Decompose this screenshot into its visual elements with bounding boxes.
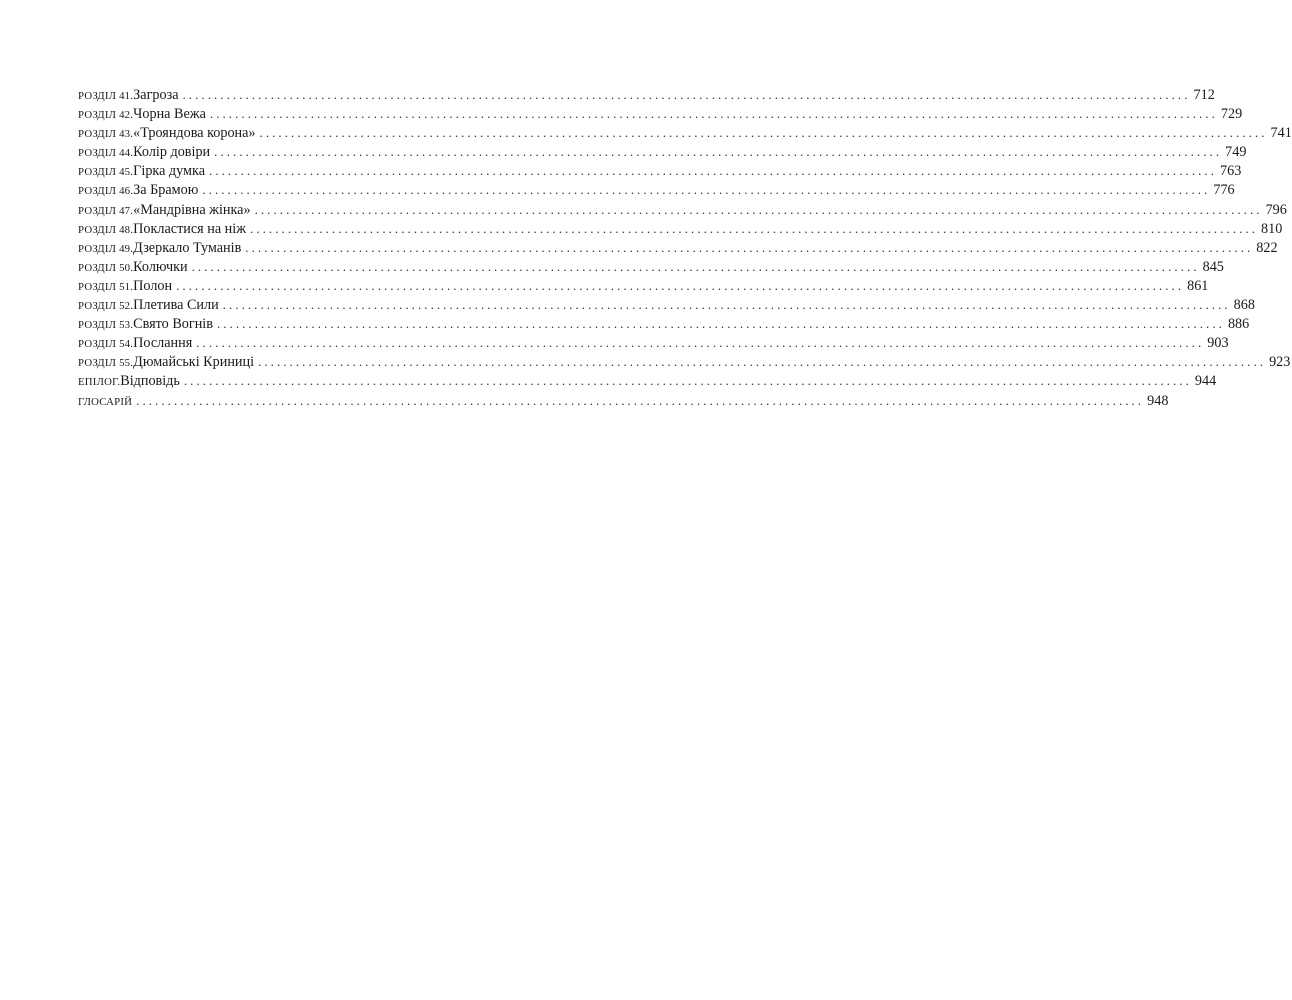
- page-number: 903: [1207, 335, 1229, 352]
- page-number: 861: [1187, 277, 1209, 294]
- dot-leader: ................................................................................................................................................................: [254, 201, 1263, 217]
- page-number: 712: [1193, 87, 1215, 103]
- chapter-label: РОЗДІЛ 47.: [78, 204, 134, 217]
- chapter-label: РОЗДІЛ 50.: [78, 261, 134, 274]
- chapter-title: Послання: [133, 335, 193, 352]
- chapter-title: За Брамою: [133, 182, 199, 199]
- dot-leader: ................................................................................................................................................................: [259, 125, 1268, 141]
- chapter-title: Полон: [133, 277, 173, 294]
- chapter-title: Плетива Сили: [133, 297, 219, 314]
- toc-entry: [78, 276, 1209, 295]
- toc-entry: [78, 314, 1250, 333]
- toc-entry: [78, 123, 1292, 142]
- page-number: 763: [1220, 163, 1242, 180]
- dot-leader: ................................................................................................................................................................: [250, 220, 1259, 236]
- page-number: 776: [1213, 182, 1235, 199]
- dot-leader: ................................................................................................................................................................: [202, 182, 1211, 198]
- toc-entry: [78, 352, 1291, 371]
- chapter-label: РОЗДІЛ 42.: [78, 109, 134, 122]
- table-of-contents: [78, 85, 1292, 410]
- dot-leader: ................................................................................................................................................................: [258, 354, 1267, 370]
- toc-entry: [78, 238, 1278, 257]
- toc-entry: [78, 257, 1224, 276]
- page-number: 729: [1220, 106, 1243, 123]
- dot-leader: ................................................................................................................................................................: [214, 144, 1223, 160]
- chapter-label: РОЗДІЛ 54.: [78, 338, 134, 351]
- dot-leader: ................................................................................................................................................................: [182, 87, 1191, 102]
- chapter-label: РОЗДІЛ 52.: [78, 300, 134, 313]
- toc-entry: [78, 219, 1283, 238]
- chapter-title: Гірка думка: [133, 163, 206, 180]
- epilogue-label: ЕПІЛОГ.: [78, 376, 121, 389]
- chapter-title: Загроза: [133, 87, 179, 103]
- dot-leader: ................................................................................................................................................................: [209, 106, 1218, 122]
- chapter-title: Покластися на ніж: [133, 220, 247, 237]
- toc-entry: [78, 161, 1242, 180]
- dot-leader: ................................................................................................................................................................: [183, 373, 1192, 389]
- toc-entry: [78, 371, 1217, 390]
- chapter-label: РОЗДІЛ 49.: [78, 242, 134, 255]
- page-number: 822: [1256, 239, 1278, 256]
- chapter-title: Свято Вогнів: [133, 316, 213, 333]
- toc-entry: [78, 142, 1247, 161]
- toc-entry: [78, 104, 1243, 123]
- chapter-title: Чорна Вежа: [133, 106, 206, 123]
- page-number: 944: [1194, 373, 1217, 390]
- dot-leader: ................................................................................................................................................................: [196, 335, 1205, 351]
- dot-leader: ................................................................................................................................................................: [209, 163, 1218, 179]
- page-number: 845: [1202, 258, 1224, 275]
- page-number: 948: [1147, 392, 1169, 409]
- chapter-title: Дюмайські Криниці: [133, 354, 255, 371]
- chapter-label: РОЗДІЛ 51.: [78, 280, 134, 293]
- page-number: 923: [1269, 354, 1291, 371]
- chapter-title: «Трояндова корона»: [133, 125, 256, 142]
- chapter-title: Колір довіри: [133, 144, 211, 161]
- chapter-label: РОЗДІЛ 48.: [78, 223, 134, 236]
- page-number: 810: [1261, 220, 1283, 237]
- chapter-label: РОЗДІЛ 46.: [78, 185, 134, 198]
- toc-entry: [78, 200, 1287, 219]
- glossary-label: ГЛОСАРІЙ: [78, 395, 133, 408]
- toc-entry: [78, 180, 1235, 199]
- page-number: 749: [1225, 144, 1247, 161]
- dot-leader: ................................................................................................................................................................: [216, 316, 1225, 332]
- page-number: 741: [1270, 125, 1292, 142]
- toc-entry: [78, 295, 1255, 314]
- chapter-label: РОЗДІЛ 43.: [78, 128, 134, 141]
- epilogue-title: Відповідь: [120, 373, 180, 390]
- chapter-title: Колючки: [133, 258, 188, 275]
- chapter-label: РОЗДІЛ 44.: [78, 147, 134, 160]
- page-number: 886: [1227, 316, 1250, 333]
- dot-leader: ................................................................................................................................................................: [176, 277, 1185, 293]
- chapter-label: РОЗДІЛ 53.: [78, 319, 134, 332]
- page-number: 796: [1265, 201, 1287, 218]
- chapter-label: РОЗДІЛ 45.: [78, 166, 134, 179]
- chapter-title: «Мандрівна жінка»: [133, 201, 251, 218]
- chapter-label: РОЗДІЛ 55.: [78, 357, 134, 370]
- dot-leader: ................................................................................................................................................................: [222, 297, 1231, 313]
- dot-leader: ................................................................................................................................................................: [136, 392, 1145, 408]
- toc-entry: [78, 391, 1169, 410]
- dot-leader: ................................................................................................................................................................: [191, 258, 1200, 274]
- chapter-label: РОЗДІЛ 41.: [78, 90, 134, 102]
- chapter-title: Дзеркало Туманів: [133, 239, 242, 256]
- page-number: 868: [1233, 297, 1255, 314]
- dot-leader: ................................................................................................................................................................: [245, 239, 1254, 255]
- toc-entry: [78, 85, 1215, 104]
- toc-entry: [78, 333, 1229, 352]
